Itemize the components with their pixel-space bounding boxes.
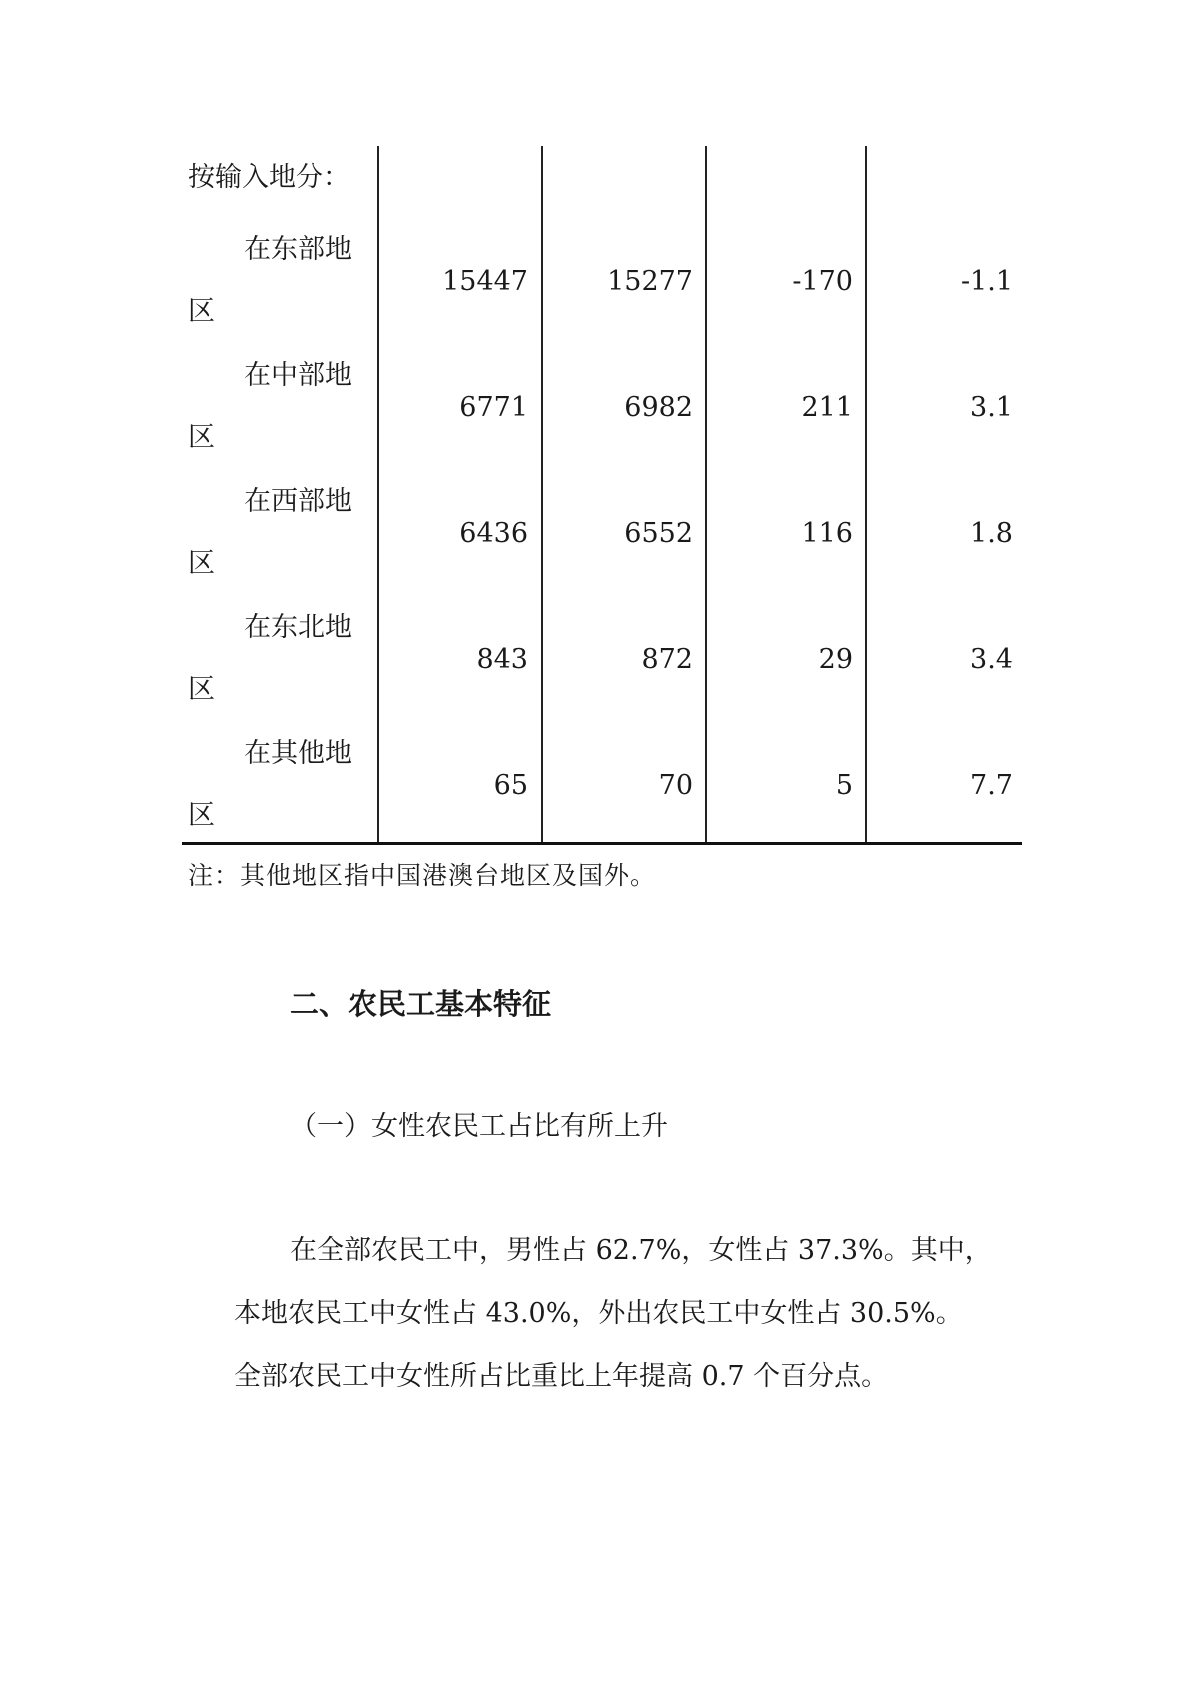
cell-2021: 6436 xyxy=(459,518,528,549)
paragraph-line: 在全部农民工中，男性占 62.7%，女性占 37.3%。其中， xyxy=(290,1235,992,1266)
table-bottom-rule xyxy=(182,842,1022,845)
subsection-title: （一）女性农民工占比有所上升 xyxy=(290,1111,668,1142)
table-row xyxy=(0,336,1200,462)
row-label-part2: 区 xyxy=(188,548,215,579)
cell-pct: 7.7 xyxy=(970,770,1013,801)
table-row xyxy=(0,714,1200,840)
table-row xyxy=(0,588,1200,714)
cell-change: -170 xyxy=(792,266,853,297)
paragraph-line: 全部农民工中女性所占比重比上年提高 0.7 个百分点。 xyxy=(234,1361,889,1392)
row-label-part1: 在东北地 xyxy=(244,612,352,643)
row-label-part2: 区 xyxy=(188,800,215,831)
row-label-part2: 区 xyxy=(188,296,215,327)
row-label-part2: 区 xyxy=(188,422,215,453)
cell-2022: 872 xyxy=(641,644,693,675)
table-row xyxy=(0,462,1200,588)
cell-2021: 65 xyxy=(493,770,528,801)
row-label-part1: 在中部地 xyxy=(244,360,352,391)
cell-pct: 3.1 xyxy=(970,392,1013,423)
row-label-part2: 区 xyxy=(188,674,215,705)
cell-2022: 15277 xyxy=(607,266,693,297)
table-group-label: 按输入地分： xyxy=(188,162,350,193)
cell-2021: 15447 xyxy=(442,266,528,297)
cell-2022: 70 xyxy=(658,770,693,801)
cell-change: 116 xyxy=(801,518,853,549)
row-label-part1: 在东部地 xyxy=(244,234,352,265)
cell-change: 29 xyxy=(818,644,853,675)
cell-2021: 6771 xyxy=(459,392,528,423)
section-title: 二、农民工基本特征 xyxy=(290,987,552,1021)
cell-pct: 1.8 xyxy=(970,518,1013,549)
cell-2022: 6982 xyxy=(624,392,693,423)
row-label-part1: 在其他地 xyxy=(244,738,352,769)
row-label-part1: 在西部地 xyxy=(244,486,352,517)
table-row xyxy=(0,210,1200,336)
paragraph-line: 本地农民工中女性占 43.0%，外出农民工中女性占 30.5%。 xyxy=(234,1298,963,1329)
cell-pct: -1.1 xyxy=(960,266,1013,297)
table-note: 注：其他地区指中国港澳台地区及国外。 xyxy=(188,861,657,890)
cell-change: 5 xyxy=(835,770,853,801)
cell-change: 211 xyxy=(801,392,853,423)
cell-pct: 3.4 xyxy=(970,644,1013,675)
cell-2022: 6552 xyxy=(624,518,693,549)
cell-2021: 843 xyxy=(476,644,528,675)
